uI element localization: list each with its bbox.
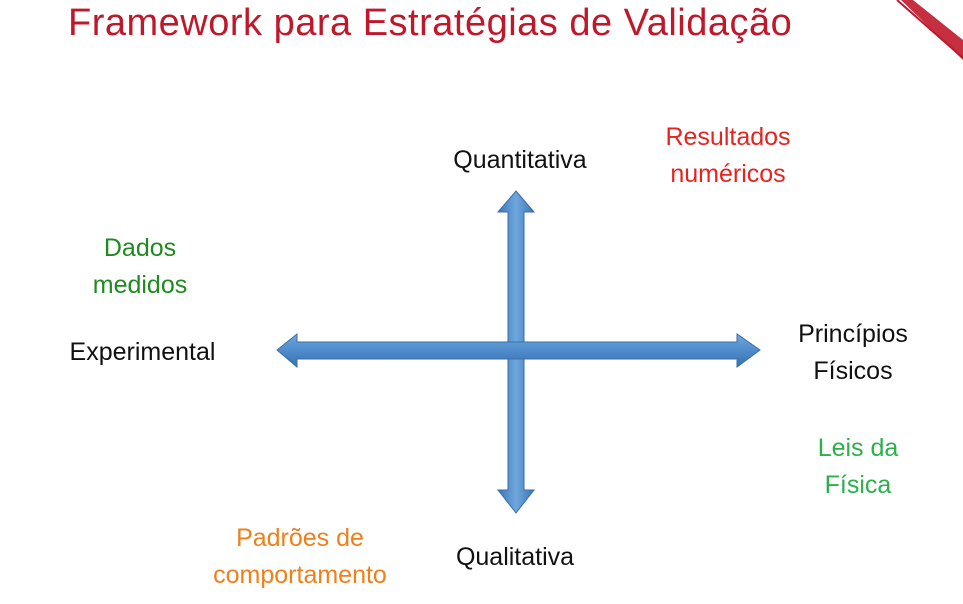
axis-label-experimental: Experimental [69,338,216,366]
quadrant-label-numeric-results: Resultados numéricos [665,123,791,188]
axis-label-physical-principles: Princípios Físicos [798,320,908,385]
quadrant-label-physics-laws: Leis da Física [817,434,899,499]
quadrant-label-behavior-patterns: Padrões de comportamento [213,524,387,589]
slide-title: Framework para Estratégias de Validação [68,2,793,44]
axis-label-quantitative: Quantitativa [453,146,587,174]
quadrant-label-measured-data: Dados medidos [92,234,188,299]
axis-label-qualitative: Qualitativa [455,543,575,571]
